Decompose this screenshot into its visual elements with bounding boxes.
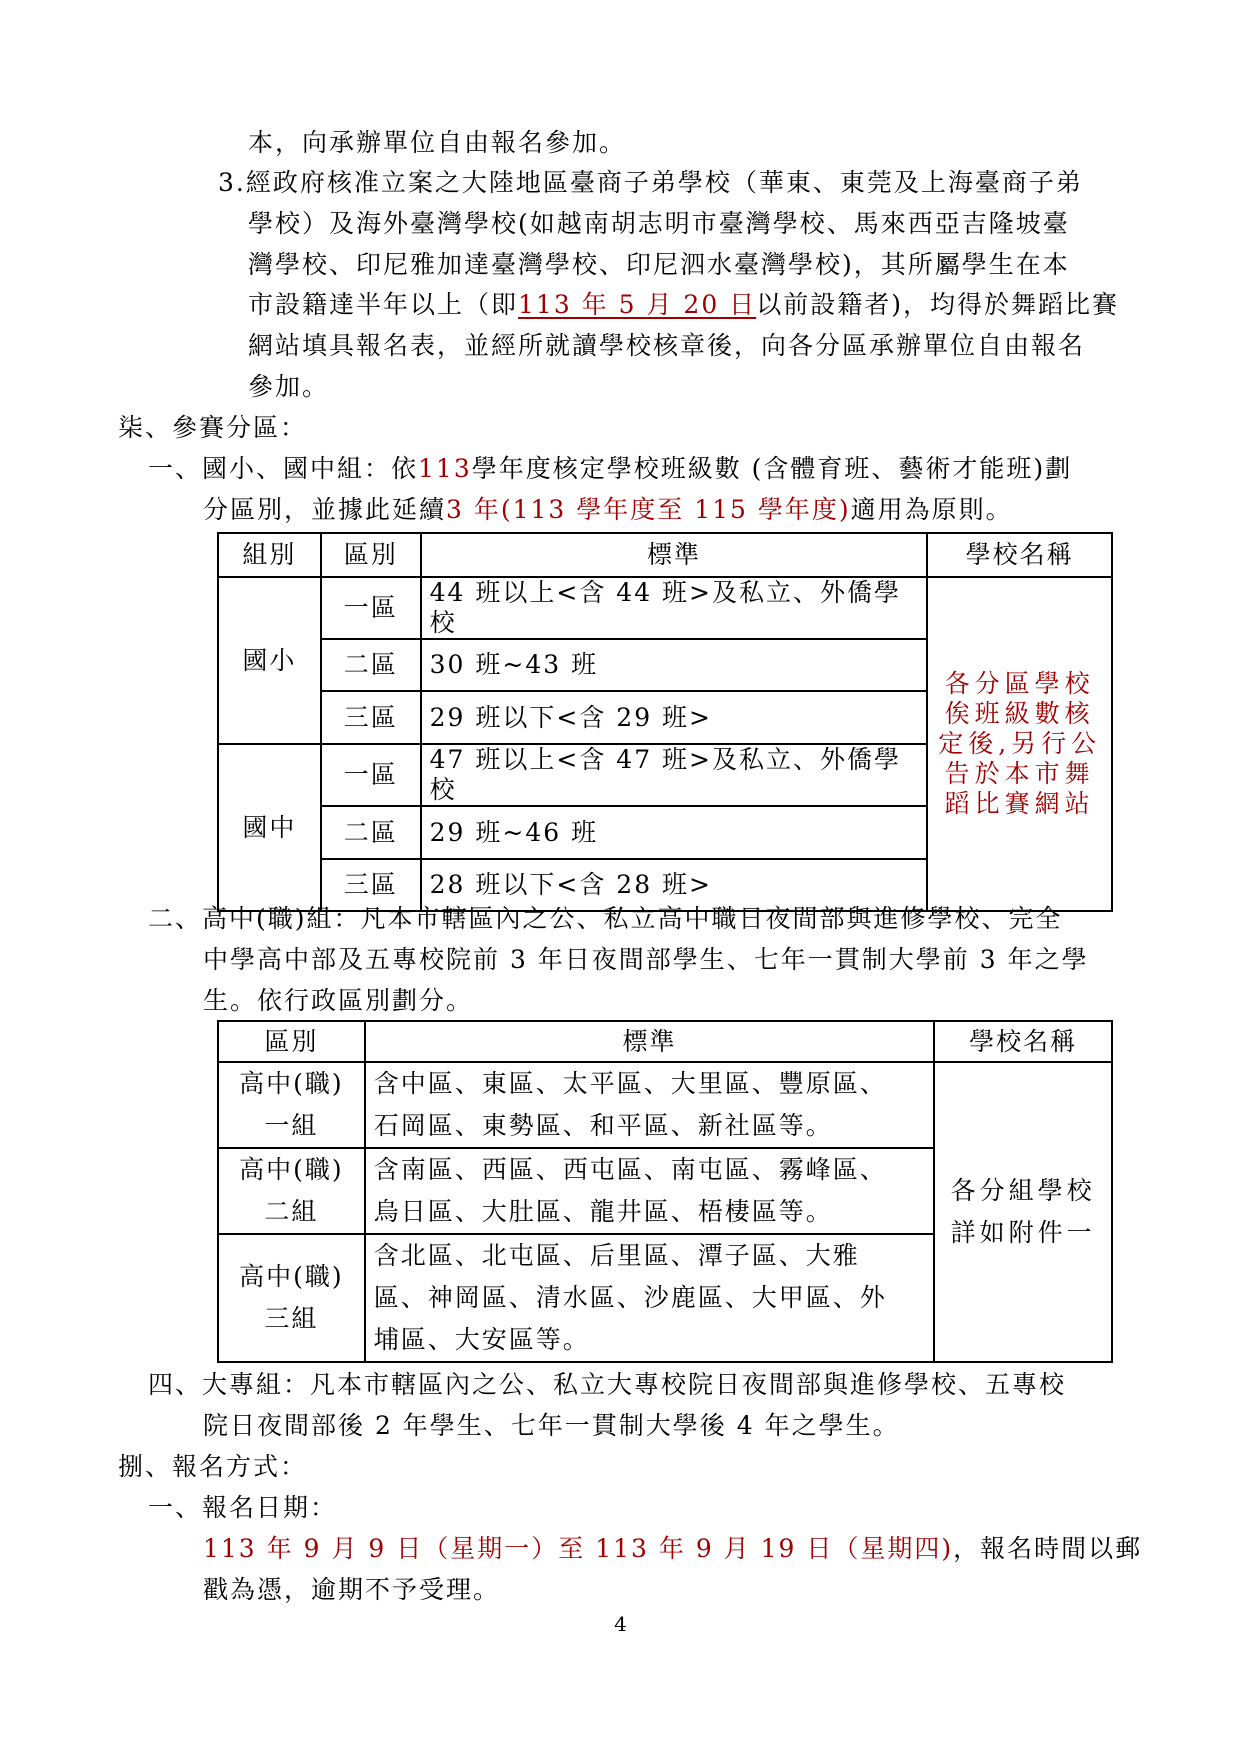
note-line: 各分組學校 [950, 1176, 1096, 1205]
high-school-zone-table [217, 1020, 1113, 1363]
standard-cell: 30 班~43 班 [421, 639, 928, 691]
standard-cell: 29 班~46 班 [421, 806, 928, 859]
standard-line: 烏日區、大肚區、龍井區、梧棲區等。 [373, 1197, 833, 1226]
group-label-cell [218, 1148, 365, 1234]
table1-header-zone: 區別 [321, 533, 421, 577]
sec7-p1-line1 [148, 454, 1072, 484]
note-line: 告於本市舞 [944, 759, 1095, 788]
standard-cell: 28 班以下<含 28 班> [421, 859, 928, 911]
group-label-line: 三組 [264, 1304, 319, 1333]
group-label-line: 高中(職) [239, 1155, 344, 1184]
sec7-p1-text-b: 學年度核定學校班級數 (含體育班、藝術才能班)劃 [471, 454, 1073, 483]
section7-heading: 柒、參賽分區： [118, 413, 308, 442]
note-line: 詳如附件一 [950, 1218, 1096, 1247]
intro-continuation: 本，向承辦單位自由報名參加。 [248, 128, 627, 157]
group-label-cell [218, 1062, 365, 1148]
sec7-p2-line1: 二、高中(職)組：凡本市轄區內之公、私立高中職日夜間部與進修學校、完全 [148, 904, 1063, 933]
zone-cell: 三區 [321, 691, 421, 744]
table1-school-note [927, 577, 1112, 911]
item3-line3: 灣學校、印尼雅加達臺灣學校、印尼泗水臺灣學校)，其所屬學生在本 [248, 250, 1070, 279]
item3-line4-text-a: 市設籍達半年以上（即 [248, 290, 519, 319]
group-label-cell [218, 1234, 365, 1362]
sec7-p1-line2 [203, 495, 1013, 525]
item3-registration-date: 113 年 5 月 20 日 [518, 290, 757, 319]
zone-cell: 三區 [321, 859, 421, 911]
group-label-line: 高中(職) [239, 1262, 344, 1291]
sec7-p4-line2: 院日夜間部後 2 年學生、七年一貫制大學後 4 年之學生。 [203, 1411, 900, 1440]
item3-line4 [248, 290, 1119, 320]
zone-cell: 一區 [321, 577, 421, 639]
table-row [218, 1062, 1112, 1148]
sec7-p1-text-d: 適用為原則。 [850, 495, 1013, 524]
note-line: 定後,另行公 [938, 729, 1102, 758]
table2-header-row [218, 1021, 1112, 1062]
table1-header-standard: 標準 [421, 533, 928, 577]
sec7-p2-line2: 中學高中部及五專校院前 3 年日夜間部學生、七年一貫制大學前 3 年之學 [203, 945, 1089, 974]
standard-cell [365, 1234, 935, 1362]
standard-line: 含北區、北屯區、后里區、潭子區、大雅 [373, 1241, 860, 1270]
page-number: 4 [614, 1612, 627, 1636]
note-line: 各分區學校 [944, 669, 1095, 698]
item3-line4-text-b: 以前設籍者)，均得於舞蹈比賽 [756, 290, 1119, 319]
standard-line: 區、神岡區、清水區、沙鹿區、大甲區、外 [373, 1283, 887, 1312]
sec8-dates-line [203, 1534, 1142, 1564]
item3-line1: 3.經政府核准立案之大陸地區臺商子弟學校（華東、東莞及上海臺商子弟 [218, 168, 1083, 197]
table2-header-standard: 標準 [365, 1021, 935, 1062]
standard-line: 石岡區、東勢區、和平區、新社區等。 [373, 1111, 833, 1140]
note-line: 蹈比賽網站 [944, 789, 1095, 818]
group-junior-high: 國中 [218, 744, 321, 911]
item3-line6: 參加。 [248, 372, 330, 401]
zone-cell: 一區 [321, 744, 421, 806]
table2-school-note [934, 1062, 1112, 1362]
table1-header-row [218, 533, 1112, 577]
sec7-p1-text-a: 一、國小、國中組：依 [148, 454, 419, 483]
table2-header-zone: 區別 [218, 1021, 365, 1062]
registration-dates: 113 年 9 月 9 日（星期一）至 113 年 9 月 19 日（星期四) [203, 1534, 954, 1563]
sec8-dates-after: ，報名時間以郵 [953, 1534, 1143, 1563]
sec8-line2: 戳為憑，逾期不予受理。 [203, 1575, 501, 1604]
standard-line: 埔區、大安區等。 [373, 1325, 590, 1354]
table2-header-school-name: 學校名稱 [934, 1021, 1112, 1062]
note-line: 俟班級數核 [944, 699, 1095, 728]
item3-line2: 學校）及海外臺灣學校(如越南胡志明市臺灣學校、馬來西亞吉隆坡臺 [248, 209, 1070, 238]
table-row [218, 577, 1112, 639]
standard-line: 含中區、東區、太平區、大里區、豐原區、 [373, 1069, 887, 1098]
sec7-p1-years: 3 年(113 學年度至 115 學年度) [446, 495, 851, 524]
standard-line: 含南區、西區、西屯區、南屯區、霧峰區、 [373, 1155, 887, 1184]
sec7-p2-line3: 生。依行政區別劃分。 [203, 986, 474, 1015]
zone-cell: 二區 [321, 639, 421, 691]
elementary-junior-zone-table [217, 532, 1113, 912]
sec7-p4-line1: 四、大專組：凡本市轄區內之公、私立大專校院日夜間部與進修學校、五專校 [148, 1370, 1067, 1399]
group-label-line: 一組 [264, 1111, 319, 1140]
section8-heading: 捌、報名方式： [118, 1452, 308, 1481]
standard-cell: 47 班以上<含 47 班>及私立、外僑學校 [421, 744, 928, 806]
item3-line5: 網站填具報名表，並經所就讀學校核章後，向各分區承辦單位自由報名 [248, 331, 1086, 360]
standard-cell: 29 班以下<含 29 班> [421, 691, 928, 744]
table1-header-group: 組別 [218, 533, 321, 577]
zone-cell: 二區 [321, 806, 421, 859]
standard-cell [365, 1148, 935, 1234]
standard-cell [365, 1062, 935, 1148]
standard-cell: 44 班以上<含 44 班>及私立、外僑學校 [421, 577, 928, 639]
sec7-p1-year: 113 [418, 454, 472, 483]
group-label-line: 二組 [264, 1197, 319, 1226]
table1-header-school-name: 學校名稱 [927, 533, 1112, 577]
sec8-sub1: 一、報名日期： [148, 1493, 338, 1522]
group-label-line: 高中(職) [239, 1069, 344, 1098]
group-elementary: 國小 [218, 577, 321, 744]
sec7-p1-text-c: 分區別，並據此延續 [203, 495, 447, 524]
